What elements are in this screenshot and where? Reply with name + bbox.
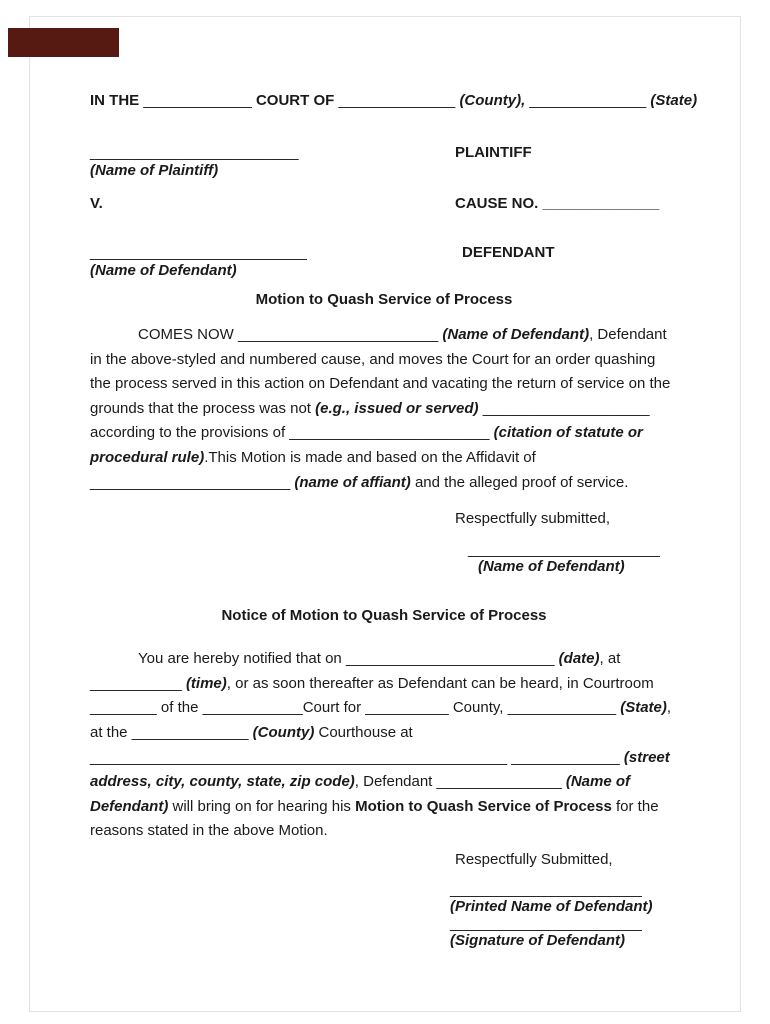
versus-label: V.: [90, 195, 103, 212]
plaintiff-label: PLAINTIFF: [455, 144, 532, 161]
motion-signature-line: _______________________: [468, 541, 660, 559]
cause-number-label: CAUSE NO. ______________: [455, 195, 660, 212]
defendant-caption-row: [90, 262, 678, 280]
motion-closing: Respectfully submitted,: [455, 510, 611, 528]
court-header-line: IN THE _____________ COURT OF ______________ (County), ______________ (State): [90, 92, 698, 109]
document-page: [90, 0, 698, 949]
signature-line: _______________________: [450, 914, 642, 932]
defendant-name-blank: __________________________: [90, 244, 307, 261]
plaintiff-row: [90, 144, 678, 162]
printed-name-caption: (Printed Name of Defendant): [450, 897, 653, 915]
plaintiff-name-blank: _________________________: [90, 144, 299, 161]
notice-title: Notice of Motion to Quash Service of Process: [221, 607, 547, 625]
plaintiff-name-caption: (Name of Plaintiff): [90, 162, 219, 179]
motion-signature-block: [468, 541, 678, 575]
defendant-name-caption: (Name of Defendant): [90, 262, 237, 279]
notice-signature-block: [450, 881, 678, 949]
versus-row: [90, 195, 678, 213]
notice-body-paragraph: You are hereby notified that on _________________________ (date), at ___________ (time), or as soon thereafter as Defendant can be heard, in Courtroom ________ of the ____________Court for __________ County, _____________ (State), at the ______________ (County) Courthouse at __________________________________________________ _____________ (street address, city, county, state, zip code), Defendant _______________ (Name of Defendant) will bring on for hearing his Motion to Quash Service of Process for the reasons stated in the above Motion.: [90, 650, 672, 840]
printed-name-line: _______________________: [450, 880, 642, 898]
defendant-label: DEFENDANT: [462, 244, 555, 261]
motion-title: Motion to Quash Service of Process: [255, 291, 513, 308]
plaintiff-caption-row: [90, 162, 678, 180]
motion-signature-caption: (Name of Defendant): [478, 558, 625, 576]
signature-caption: (Signature of Defendant): [450, 931, 625, 949]
defendant-row: [90, 244, 678, 262]
notice-closing: Respectfully Submitted,: [455, 850, 613, 868]
motion-body-paragraph: COMES NOW ________________________ (Name of Defendant), Defendant in the above-styled and numbered cause, and moves the Court for an order quashing the process served in this action on Defendant and vacating the return of service on the grounds that the process was not (e.g., issued or served) ____________________ according to the provisions of ________________________ (citation of statute or procedural rule).This Motion is made and based on the Affidavit of ________________________ (name of affiant) and the alleged proof of service.: [90, 326, 671, 491]
